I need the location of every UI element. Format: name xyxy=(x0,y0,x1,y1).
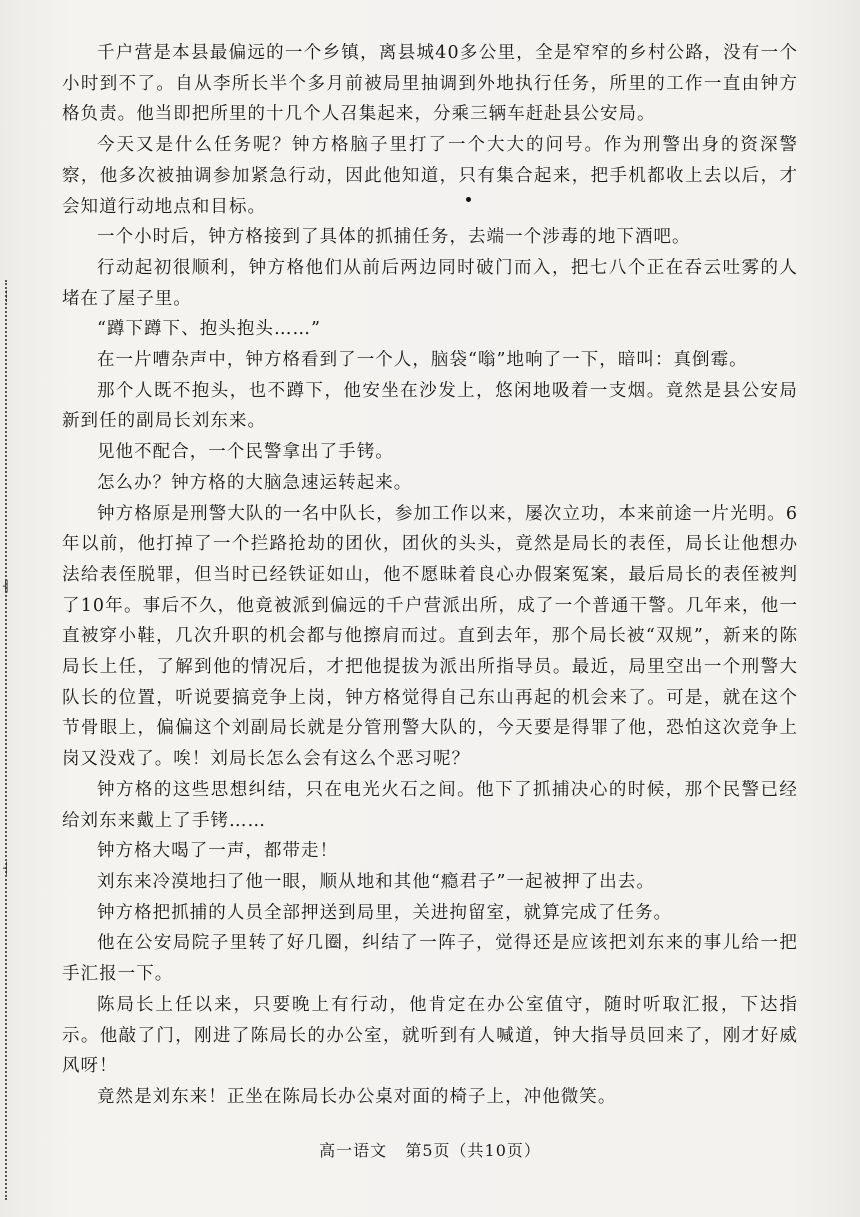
paragraph-2: 今天又是什么任务呢？钟方格脑子里打了一个大大的问号。作为刑警出身的资深警察，他多次被抽调参加紧急行动，因此他知道，只有集合起来，把手机都收上去以后，才会知道行动地点和目标。 xyxy=(62,135,798,217)
binding-mark-top: ┆ xyxy=(3,290,10,303)
paragraph-9: 怎么办？钟方格的大脑急速运转起来。 xyxy=(97,472,413,493)
paragraph-8: 见他不配合，一个民警拿出了手铐。 xyxy=(97,442,394,463)
footer-page-number: 第5页（共10页） xyxy=(405,1141,541,1160)
paragraph-7: 那个人既不抱头，也不蹲下，他安坐在沙发上，悠闲地吸着一支烟。竟然是县公安局新到任的副局长刘东来。 xyxy=(62,380,798,432)
page-footer xyxy=(0,1138,860,1161)
paragraph-11: 钟方格的这些思想纠结，只在电光火石之间。他下了抓捕决心的时候，那个民警已经给刘东来戴上了手铐…… xyxy=(62,779,798,831)
paragraph-14: 钟方格把抓捕的人员全部押送到局里，关进拘留室，就算完成了任务。 xyxy=(97,902,673,923)
footer-subject: 高一语文 xyxy=(319,1141,388,1160)
paragraph-17: 竟然是刘东来！正坐在陈局长办公桌对面的椅子上，冲他微笑。 xyxy=(97,1086,617,1107)
paragraph-16: 陈局长上任以来，只要晚上有行动，他肯定在办公室值守，随时听取汇报，下达指示。他敲了门，刚进了陈局长的办公室，就听到有人喊道，钟大指导员回来了，刚才好威风呀！ xyxy=(62,994,798,1077)
paragraph-5: “蹲下蹲下、抱头抱头……” xyxy=(97,319,322,340)
paragraph-15: 他在公安局院子里转了好几圈，纠结了一阵子，觉得还是应该把刘东来的事儿给一把手汇报一下。 xyxy=(62,933,798,985)
binding-mark-bottom: ┤ xyxy=(3,862,10,875)
binding-dotted-line xyxy=(5,280,9,1200)
footer-spacer xyxy=(393,1141,399,1160)
paragraph-4: 行动起初很顺利，钟方格他们从前后两边同时破门而入，把七八个正在吞云吐雾的人堵在了屋子里。 xyxy=(62,257,798,309)
paragraph-13: 刘东来冷漠地扫了他一眼，顺从地和其他“瘾君子”一起被押了出去。 xyxy=(97,871,655,892)
paragraph-12: 钟方格大喝了一声，都带走！ xyxy=(97,841,339,862)
paragraph-10: 钟方格原是刑警大队的一名中队长，参加工作以来，屡次立功，本来前途一片光明。6年以前，他打掉了一个拦路抢劫的团伙，团伙的头头，竟然是局长的表侄，局长让他想办法给表侄脱罪，但当时已经铁证如山，他不愿昧着良心办假案冤案，最后局长的表侄被判了10年。事后不久，他竟被派到偏远的千户营派出所，成了一个普通干警。几年来，他一直被穿小鞋，几次升职的机会都与他擦肩而过。直到去年，那个局长被“双规”，新来的陈局长上任，了解到他的情况后，才把他提拔为派出所指导员。最近，局里空出一个刑警大队长的位置，听说要搞竞争上岗，钟方格觉得自己东山再起的机会来了。可是，就在这个节骨眼上，偏偏这个刘副局长就是分管刑警大队的，今天要是得罪了他，恐怕这次竞争上岗又没戏了。唉！刘局长怎么会有这么个恶习呢？ xyxy=(62,503,798,770)
article-body xyxy=(62,38,798,1113)
binding-mark-middle: ╢ xyxy=(3,580,10,593)
paragraph-1: 千户营是本县最偏远的一个乡镇，离县城40多公里，全是窄窄的乡村公路，没有一个小时到不了。自从李所长半个多月前被局里抽调到外地执行任务，所里的工作一直由钟方格负责。他当即把所里的十几个人召集起来，分乘三辆车赶赴县公安局。 xyxy=(62,43,798,125)
paragraph-6: 在一片嘈杂声中，钟方格看到了一个人，脑袋“嗡”地响了一下，暗叫：真倒霉。 xyxy=(97,350,748,371)
paragraph-3: 一个小时后，钟方格接到了具体的抓捕任务，去端一个涉毒的地下酒吧。 xyxy=(97,227,691,248)
